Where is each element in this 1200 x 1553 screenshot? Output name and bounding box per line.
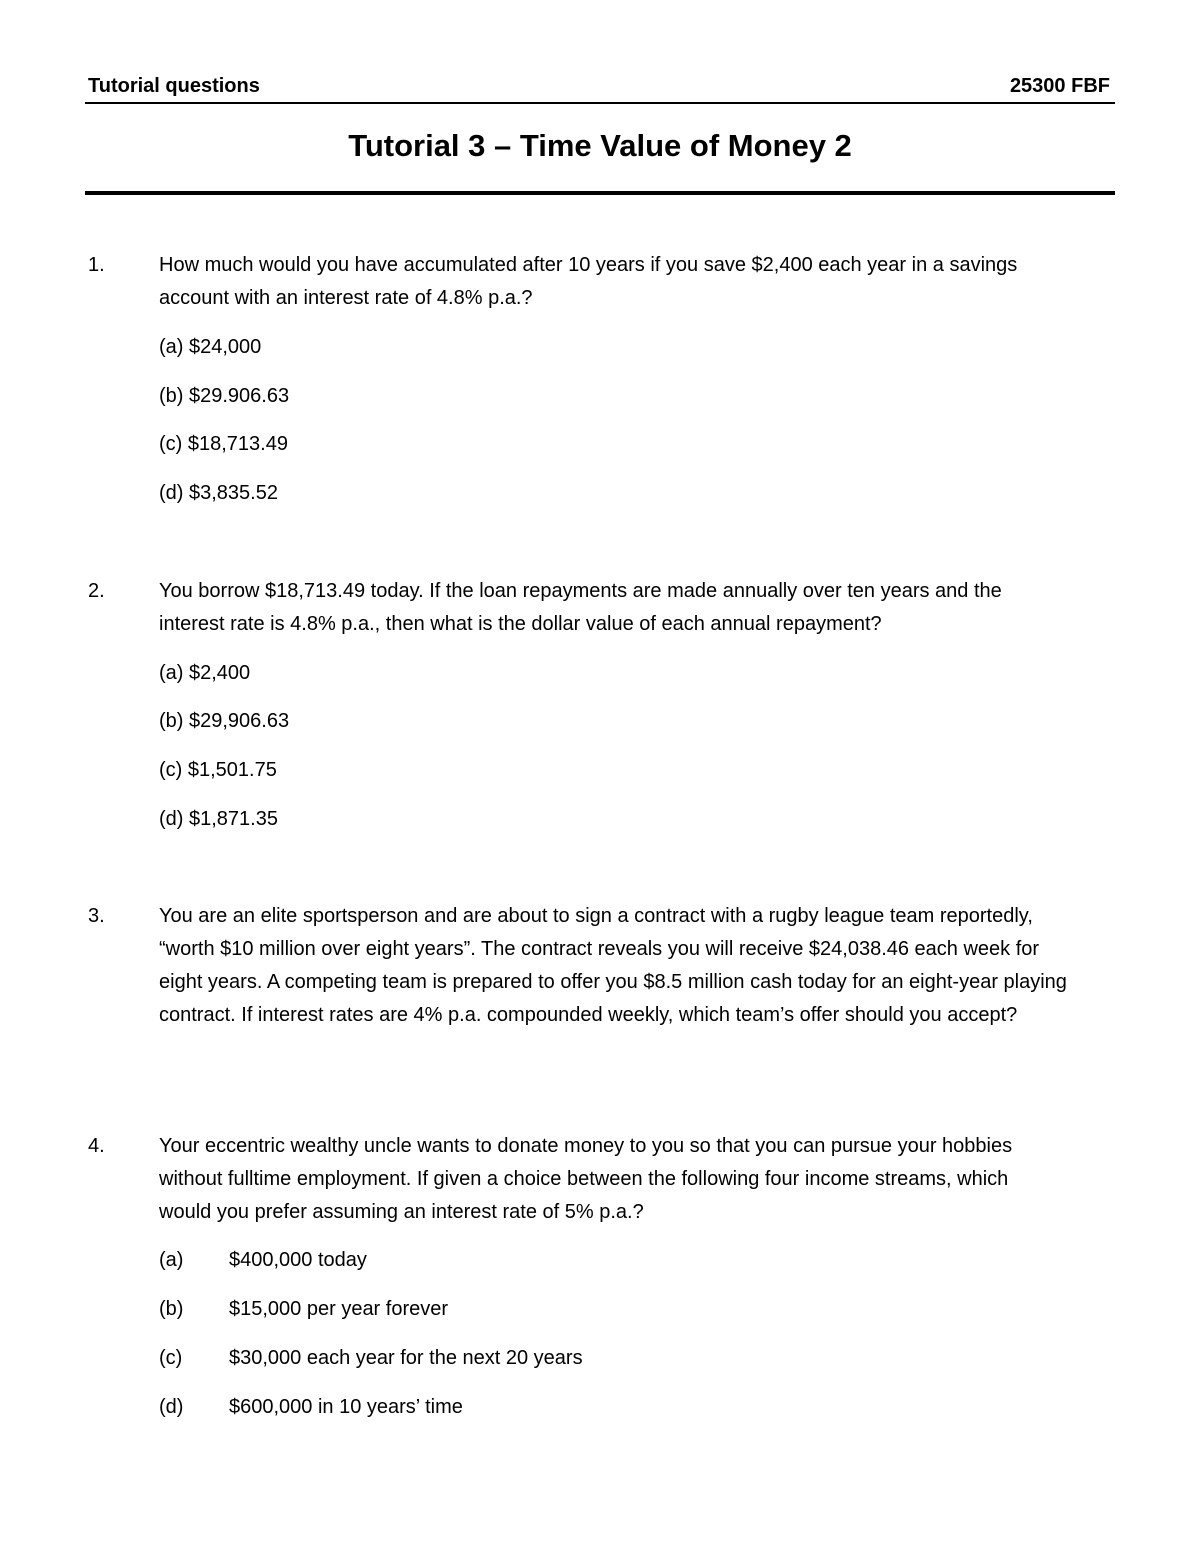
title-rule	[85, 191, 1115, 195]
question-1-option-a: (a) $24,000	[159, 336, 262, 358]
question-4-number: 4.	[88, 1135, 105, 1157]
question-3-text: You are an elite sportsperson and are about to sign a contract with a rugby league team reportedly, “worth $10 million over eight years”. The contract reveals you will receive $24,038.46 each week for eight years. A competing team is prepared to offer you $8.5 million cash today for an eight-year playing contract. If interest rates are 4% p.a. compounded weekly, which team’s offer should you accept?	[159, 905, 1067, 1026]
page-title: Tutorial 3 – Time Value of Money 2	[348, 128, 852, 163]
question-4-option-c-letter: (c)	[159, 1347, 183, 1369]
question-2-option-c: (c) $1,501.75	[159, 759, 277, 781]
header-rule	[85, 102, 1115, 104]
question-2-option-a: (a) $2,400	[159, 662, 251, 684]
question-1-option-b: (b) $29.906.63	[159, 385, 290, 407]
question-3-number: 3.	[88, 905, 105, 927]
question-4-option-d-value: $600,000 in 10 years’ time	[229, 1396, 463, 1418]
question-2-option-b: (b) $29,906.63	[159, 710, 290, 732]
question-4-option-a-letter: (a)	[159, 1249, 184, 1271]
question-1-option-c: (c) $18,713.49	[159, 433, 288, 455]
question-4-option-a-value: $400,000 today	[229, 1249, 367, 1271]
question-2-text: You borrow $18,713.49 today. If the loan repayments are made annually over ten years and the interest rate is 4.8% p.a., then what is the dollar value of each annual repayment?	[159, 580, 1002, 635]
question-2-number: 2.	[88, 580, 105, 602]
question-4-option-b-letter: (b)	[159, 1298, 184, 1320]
question-4-option-c-value: $30,000 each year for the next 20 years	[229, 1347, 583, 1369]
header-left-text: Tutorial questions	[88, 75, 260, 97]
question-2-option-d: (d) $1,871.35	[159, 808, 278, 830]
header-right-text: 25300 FBF	[1009, 75, 1110, 97]
question-1-number: 1.	[88, 254, 105, 276]
question-4-option-d-letter: (d)	[159, 1396, 184, 1418]
question-4-option-b-value: $15,000 per year forever	[229, 1298, 449, 1320]
question-1-text: How much would you have accumulated after 10 years if you save $2,400 each year in a savings account with an interest rate of 4.8% p.a.?	[159, 254, 1018, 309]
question-1-option-d: (d) $3,835.52	[159, 482, 278, 504]
question-4-text: Your eccentric wealthy uncle wants to donate money to you so that you can pursue your hobbies without fulltime employment. If given a choice between the following four income streams, which would you prefer assuming an interest rate of 5% p.a.?	[159, 1135, 1013, 1223]
